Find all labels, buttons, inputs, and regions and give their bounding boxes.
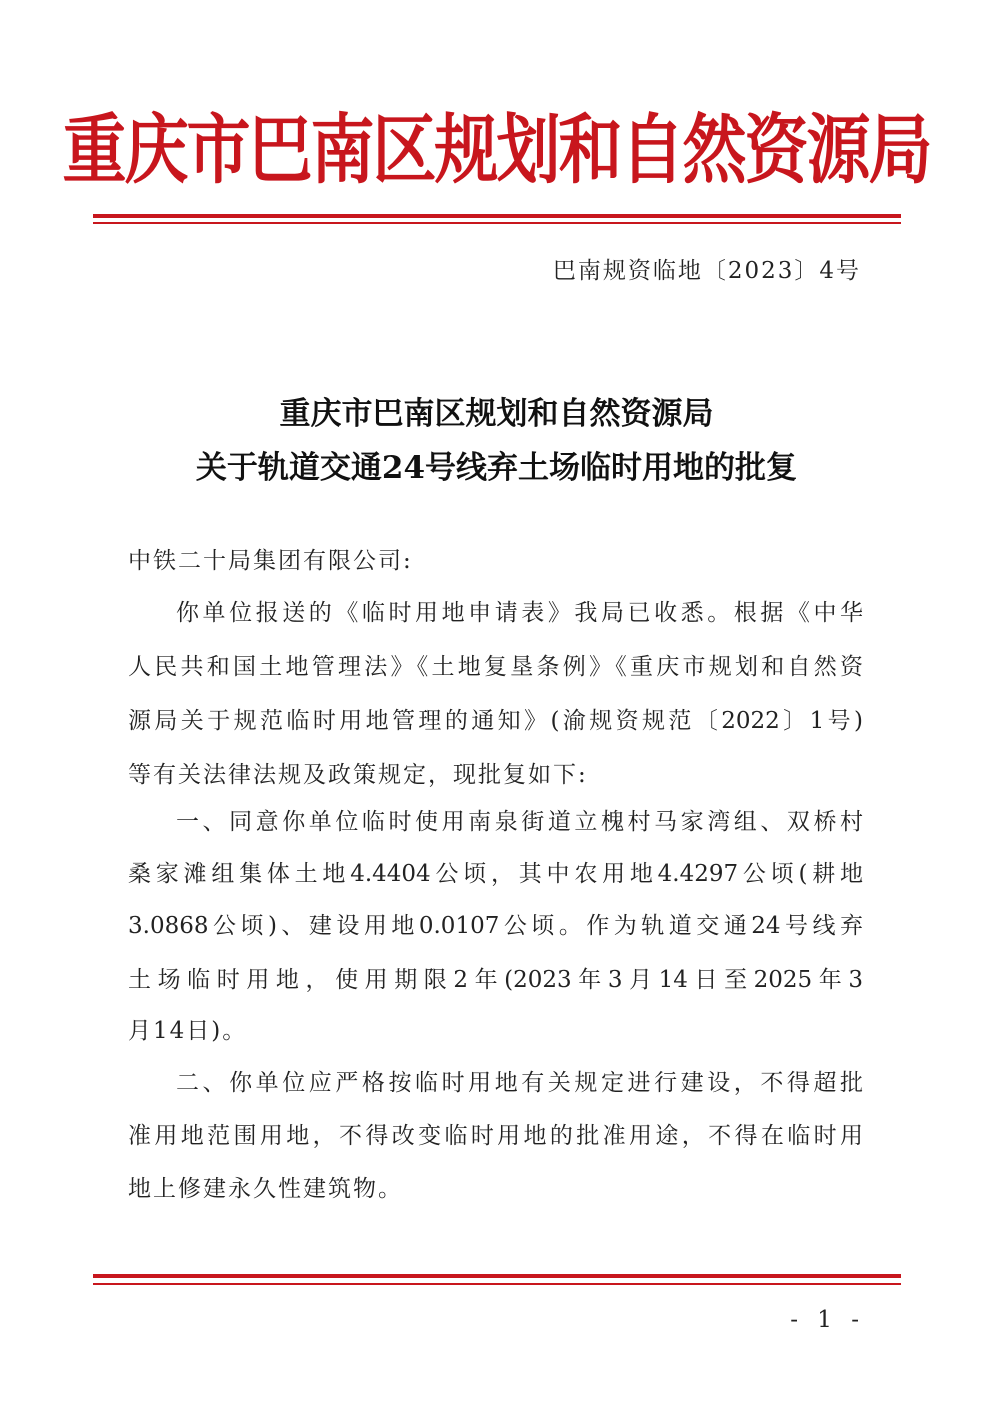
letterhead-title: 重庆市巴南区规划和自然资源局 <box>62 107 931 195</box>
footer-rule-thin <box>93 1283 901 1285</box>
paragraph-line: 地上修建永久性建筑物。 <box>128 1176 403 1202</box>
document-title-line1: 重庆市巴南区规划和自然资源局 <box>279 396 714 432</box>
letterhead-rule-thick <box>93 214 901 218</box>
page-number: - 1 - <box>790 1307 865 1333</box>
letterhead-rule-thin <box>93 222 901 224</box>
document-number: 巴南规资临地〔2023〕4号 <box>552 258 861 284</box>
paragraph-line: 土场临时用地，使用期限2年(2023年3月14日至2025年3 <box>128 967 863 993</box>
paragraph-line: 3.0868公顷)、建设用地0.0107公顷。作为轨道交通24号线弃 <box>128 913 863 939</box>
paragraph-line: 一、同意你单位临时使用南泉街道立槐村马家湾组、双桥村 <box>176 809 863 835</box>
footer-rule-thick <box>93 1274 901 1278</box>
addressee: 中铁二十局集团有限公司: <box>128 548 413 574</box>
paragraph-line: 准用地范围用地，不得改变临时用地的批准用途，不得在临时用 <box>128 1123 863 1149</box>
paragraph-line: 源局关于规范临时用地管理的通知》(渝规资规范〔2022〕1号) <box>128 708 863 734</box>
paragraph-line: 你单位报送的《临时用地申请表》我局已收悉。根据《中华 <box>176 600 863 626</box>
paragraph-line: 人民共和国土地管理法》《土地复垦条例》《重庆市规划和自然资 <box>128 654 863 680</box>
paragraph-line: 桑家滩组集体土地4.4404公顷，其中农用地4.4297公顷(耕地 <box>128 861 863 887</box>
paragraph-line: 等有关法律法规及政策规定，现批复如下: <box>128 762 588 788</box>
paragraph-line: 月14日)。 <box>128 1018 248 1044</box>
document-title-line2: 关于轨道交通24号线弃土场临时用地的批复 <box>195 450 798 486</box>
paragraph-line: 二、你单位应严格按临时用地有关规定进行建设，不得超批 <box>176 1070 863 1096</box>
